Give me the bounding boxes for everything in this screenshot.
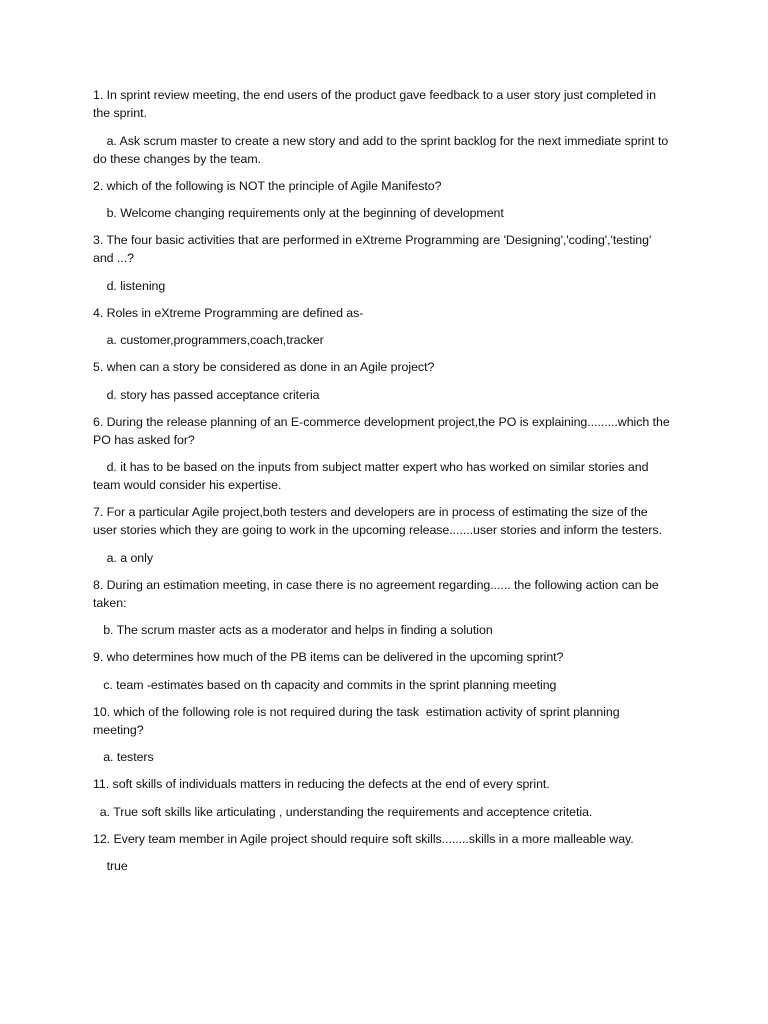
question-11: 11. soft skills of individuals matters in reducing the defects at the end of every sprint. — [93, 777, 550, 791]
question-8: 8. During an estimation meeting, in case there is no agreement regarding...... the following action can be taken: — [93, 577, 663, 610]
answer-5: d. story has passed acceptance criteria — [93, 387, 320, 402]
answer-3: d. listening — [93, 278, 166, 293]
answer-10: a. testers — [93, 750, 154, 764]
question-2: 2. which of the following is NOT the principle of Agile Manifesto? — [93, 178, 442, 193]
question-7: 7. For a particular Agile project,both testers and developers are in process of estimating the size of the user stories which they are going to work in the upcoming release.......user stories and inform the testers. — [93, 505, 662, 537]
question-12: 12. Every team member in Agile project should require soft skills........skills in a more malleable way. — [93, 831, 634, 846]
question-9: 9. who determines how much of the PB items can be delivered in the upcoming sprint? — [93, 650, 564, 664]
answer-11: a. True soft skills like articulating , understanding the requirements and acceptence critetia. — [93, 804, 593, 819]
answer-2: b. Welcome changing requirements only at the beginning of development — [93, 206, 504, 220]
question-4: 4. Roles in eXtreme Programming are defined as- — [93, 305, 364, 320]
question-5: 5. when can a story be considered as done in an Agile project? — [93, 360, 435, 374]
question-3: 3. The four basic activities that are performed in eXtreme Programming are 'Designing','coding','testing' and ...? — [93, 233, 655, 265]
answer-6: d. it has to be based on the inputs from subject matter expert who has worked on similar stories and team would consider his expertise. — [93, 460, 652, 492]
qa-list — [93, 86, 673, 884]
answer-4: a. customer,programmers,coach,tracker — [93, 333, 324, 347]
answer-12: true — [93, 859, 128, 873]
answer-9: c. team -estimates based on th capacity and commits in the sprint planning meeting — [93, 677, 557, 692]
answer-1: a. Ask scrum master to create a new story and add to the sprint backlog for the next immediate sprint to do these changes by the team. — [93, 133, 672, 166]
answer-7: a. a only — [93, 550, 153, 565]
question-6: 6. During the release planning of an E-commerce development project,the PO is explaining.........which the PO has asked for? — [93, 414, 674, 447]
answer-8: b. The scrum master acts as a moderator and helps in finding a solution — [93, 623, 493, 637]
question-1: 1. In sprint review meeting, the end users of the product gave feedback to a user story just completed in the sprint. — [93, 88, 660, 120]
question-10: 10. which of the following role is not required during the task estimation activity of sprint planning meeting? — [93, 704, 623, 737]
